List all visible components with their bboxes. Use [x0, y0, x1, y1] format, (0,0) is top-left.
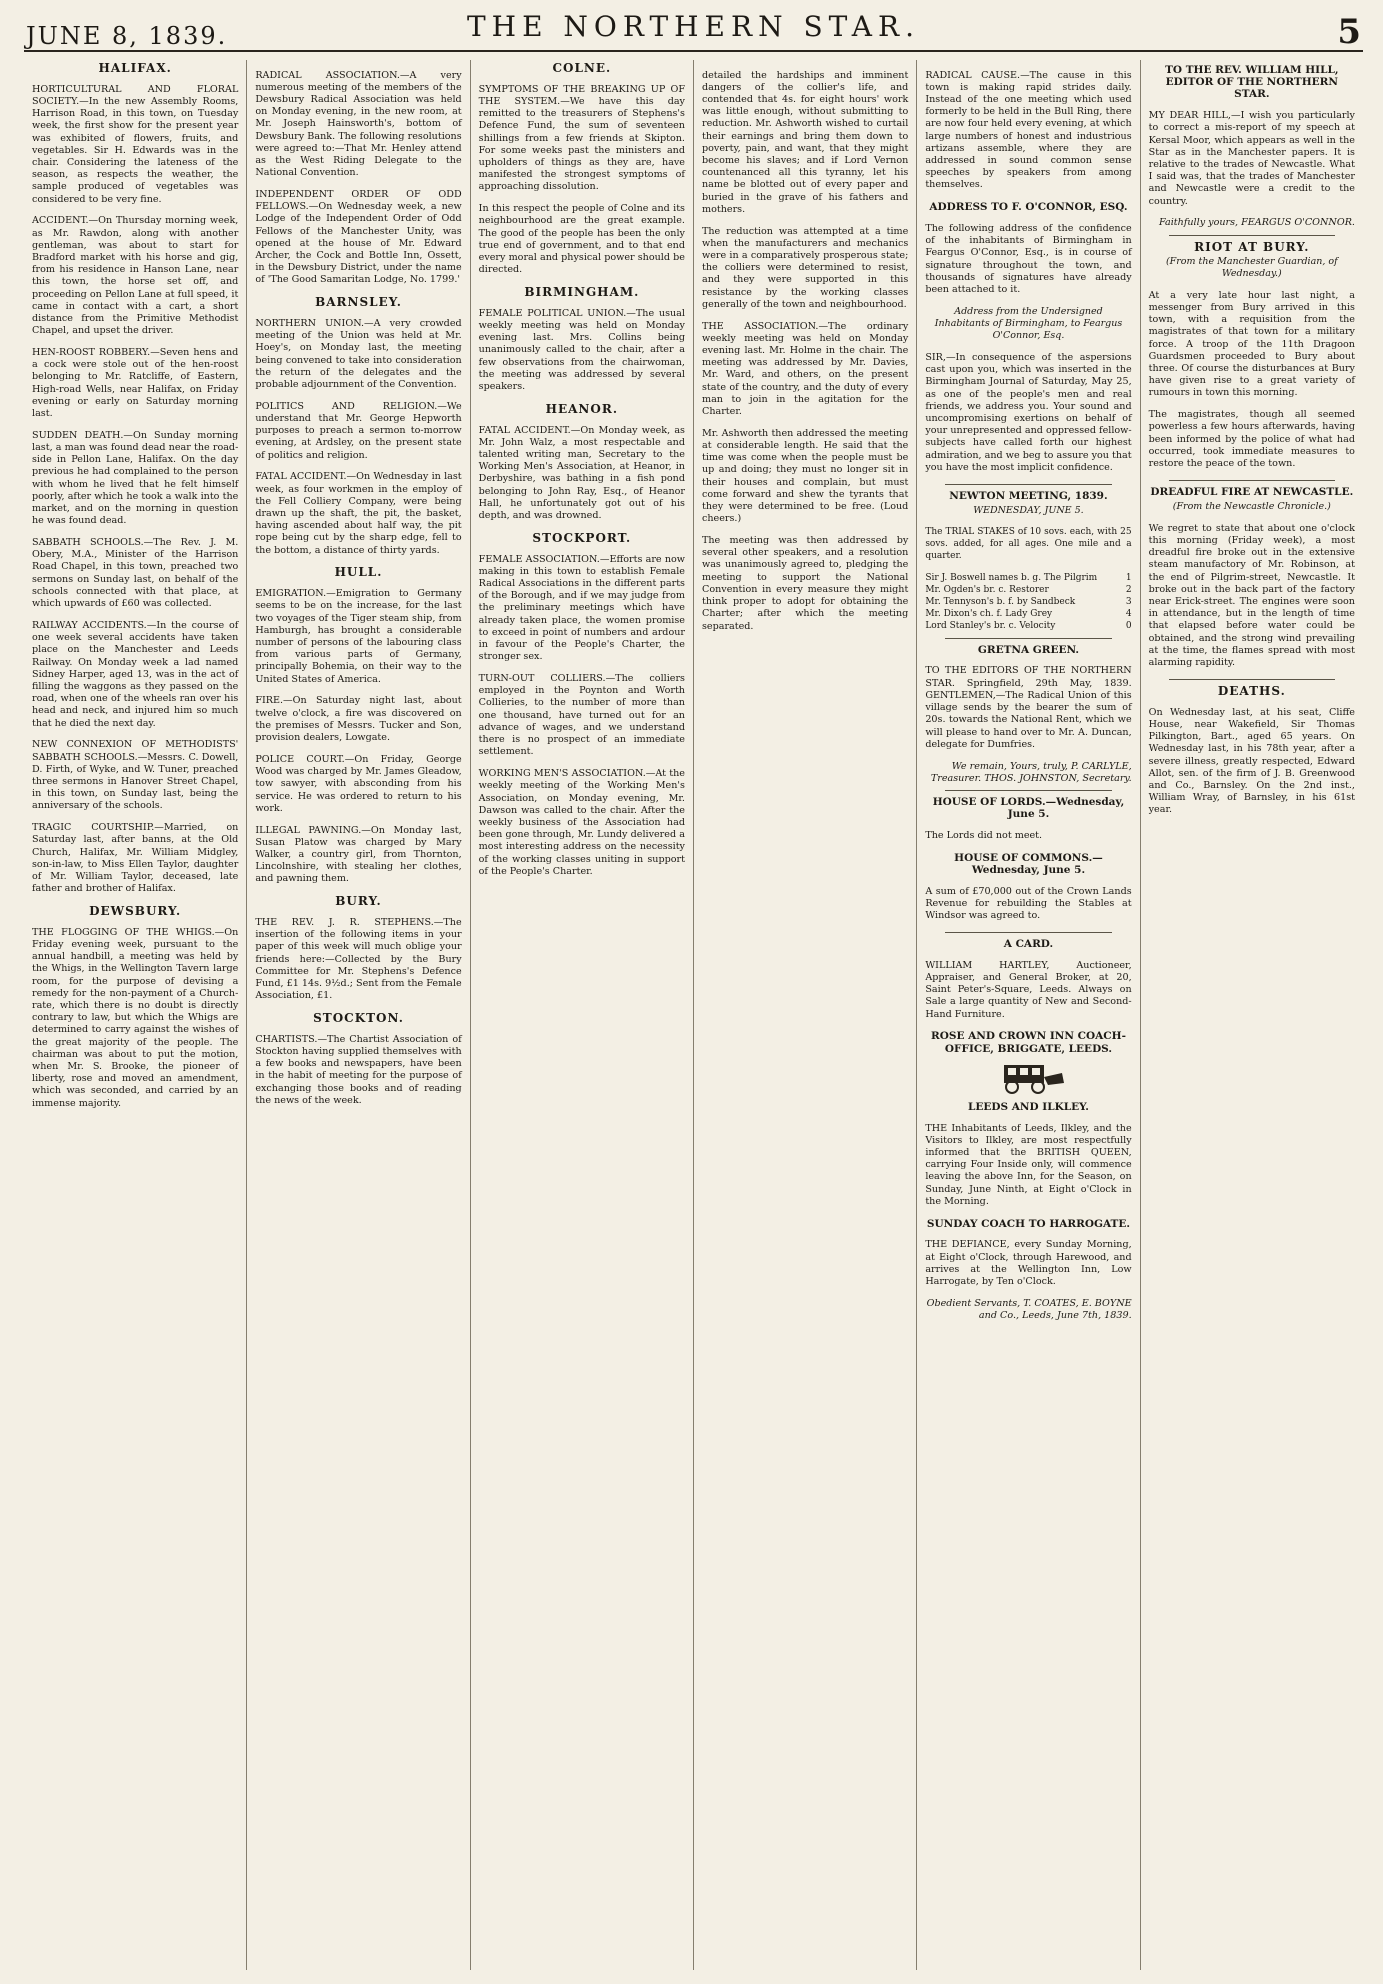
race-place: 2	[1125, 584, 1132, 595]
section-heading: GRETNA GREEN.	[977, 643, 1080, 656]
section-heading: SUNDAY COACH TO HARROGATE.	[926, 1217, 1131, 1230]
signature: Obedient Servants, T. COATES, E. BOYNE and Co., Leeds, June 7th, 1839.	[926, 1297, 1132, 1321]
section-heading: TO THE REV. WILLIAM HILL, EDITOR OF THE NORTHERN STAR.	[1165, 64, 1339, 101]
column-4	[694, 60, 917, 1970]
section-heading: HULL.	[334, 565, 383, 580]
section-heading: HOUSE OF LORDS.—Wednesday, June 5.	[932, 795, 1125, 821]
section-heading: DEWSBURY.	[89, 903, 182, 918]
race-place: 3	[1125, 597, 1132, 608]
article: ACCIDENT.—On Thursday morning week, as Mr. Rawdon, along with another gentleman, was about to start for Bradford market with his horse and gig, from his residence in Hanson Lane, near this town, the horse set off, and proceeding on Pellon Lane at full speed, it came in contact with a cart, a short distance from the Primitive Methodist Chapel, and upset the driver.	[32, 215, 239, 337]
article: FATAL ACCIDENT.—On Wednesday in last week, as four workmen in the employ of the Fell Colliery Company, were being drawn up the shaft, the pit, the basket, having ascended about half way, the pit rope being cut by the sharp edge, fell to the bottom, a distance of thirty yards.	[255, 471, 462, 556]
article: CHARTISTS.—The Chartist Association of Stockton having supplied themselves with a few books and newspapers, have been in the habit of meeting for the purpose of exchanging those books and of reading the news of the week.	[255, 1033, 462, 1106]
divider	[1169, 480, 1335, 481]
section-heading: HALIFAX.	[98, 61, 172, 75]
column-5	[917, 60, 1140, 1970]
section-heading: ROSE AND CROWN INN COACH-OFFICE, BRIGGATE, LEEDS.	[931, 1030, 1126, 1055]
race-entry	[925, 608, 1131, 620]
subheading: (From the Newcastle Chronicle.)	[1172, 501, 1331, 513]
section-heading: ADDRESS TO F. O'CONNOR, ESQ.	[929, 201, 1128, 214]
article: POLICE COURT.—On Friday, George Wood was charged by Mr. James Gleadow, tow sawyer, with absconding from his service. He was ordered to return to his work.	[255, 753, 462, 814]
article: WORKING MEN'S ASSOCIATION.—At the weekly meeting of the Working Men's Association, on Monday evening, Mr. Dawson was called to the chair. After the weekly business of the Association had been gone through, Mr. Lundy delivered a most interesting address on the necessity of the working classes uniting in support of the People's Charter.	[478, 768, 685, 877]
subheading: (From the Manchester Guardian, of Wednesday.)	[1165, 255, 1338, 280]
column-3	[471, 60, 694, 1970]
article: The Lords did not meet.	[925, 829, 1043, 841]
article: TO THE EDITORS OF THE NORTHERN STAR. Springfield, 29th May, 1839. GENTLEMEN,—The Radical Union of this village sends by the bearer the sum of 20s. towards the National Rent, which we will please to hand over to Mr. A. Duncan, delegate for Dumfries.	[925, 665, 1132, 750]
divider	[945, 484, 1111, 485]
article: FATAL ACCIDENT.—On Monday week, as Mr. John Walz, a most respectable and talented writing man, Secretary to the Working Men's Association, at Heanor, in Derbyshire, was bathing in a fish pond belonging to John Ray, Esq., of Heanor Hall, he unfortunately got out of his depth, and was drowned.	[478, 424, 685, 522]
section-heading: STOCKTON.	[313, 1010, 404, 1025]
section-heading: RIOT AT BURY.	[1194, 239, 1310, 254]
columns	[24, 60, 1363, 1970]
race-place: 1	[1125, 572, 1132, 583]
article: We regret to state that about one o'clock this morning (Friday week), a most dreadful fire broke out in the extensive steam manufactory of Mr. Robinson, at the end of Pilgrim-street, Newcastle. It broke out in the back part of the factory near Erick-street. The engines were soon in attendance, but in the length of time that elapsed before water could be obtained, and the strong wind prevailing at the time, the flames spread with most alarming rapidity.	[1148, 522, 1355, 669]
article: detailed the hardships and imminent dangers of the collier's life, and contended that 4s. for eight hours' work was little enough, without submitting to reduction. Mr. Ashworth wished to curtail their earnings and bring them down to poverty, pain, and want, that they might become his slaves; and if Lord Vernon countenanced all this tyranny, let his name be blotted out of every paper and buried in the grave of his fathers and mothers.	[701, 69, 909, 215]
section-heading: COLNE.	[552, 61, 612, 75]
article: RADICAL ASSOCIATION.—A very numerous meeting of the members of the Dewsbury Radical Association was held on Monday evening, in the new room, at Mr. Joseph Hainsworth's, bottom of Dewsbury Bank. The following resolutions were agreed to:—That Mr. Henley attend as the West Riding Delegate to the National Convention.	[255, 69, 462, 179]
divider	[1169, 235, 1335, 236]
divider	[1169, 679, 1335, 680]
article: ILLEGAL PAWNING.—On Monday last, Susan Platow was charged by Mary Walker, a country girl, from Thornton, Lincolnshire, with stealing her clothes, and pawning them.	[255, 824, 462, 885]
race-entry	[925, 596, 1131, 608]
article: HORTICULTURAL AND FLORAL SOCIETY.—In the new Assembly Rooms, Harrison Road, in this town, on Tuesday week, the first show for the present year was exhibited of flowers, fruits, and vegetables. Sir H. Edwards was in the chair. Considering the lateness of the season, as respects the weather, the sample produced of vegetables was considered to be very fine.	[32, 83, 239, 205]
divider	[945, 790, 1111, 791]
article: On Wednesday last, at his seat, Cliffe House, near Wakefield, Sir Thomas Pilkington, Bart., aged 65 years. On Wednesday last, in his 78th year, after a severe illness, greatly respected, Edward Allot, sen. of the firm of J. B. Greenwood and Co., Barnsley. On the 2nd inst., William Wray, of Barnsley, in his 61st year.	[1148, 706, 1355, 816]
section-heading: HOUSE OF COMMONS.—Wednesday, June 5.	[954, 851, 1103, 876]
article: EMIGRATION.—Emigration to Germany seems to be on the increase, for the last two voyages of the Tiger steam ship, from Hamburgh, has brought a considerable number of persons of the labouring class from various parts of Germany, principally Bohemia, on their way to the United States of America.	[255, 588, 462, 685]
article: POLITICS AND RELIGION.—We understand that Mr. George Hepworth purposes to preach a sermon to-morrow evening, at Ardsley, on the present state of politics and religion.	[255, 400, 462, 461]
race-horse: Lord Stanley's br. c. Velocity	[925, 621, 1056, 632]
divider	[945, 638, 1111, 639]
article: FEMALE ASSOCIATION.—Efforts are now making in this town to establish Female Radical Associations in the different parts of the Borough, and if we may judge from the preliminary meetings which have already taken place, the women promise to exceed in point of numbers and ardour in favour of the People's Charter, the stronger sex.	[478, 553, 685, 663]
article: TRAGIC COURTSHIP.—Married, on Saturday last, after banns, at the Old Church, Halifax, Mr. William Midgley, son-in-law, to Miss Ellen Taylor, daughter of Mr. William Taylor, deceased, late father and brother of Halifax.	[32, 822, 239, 895]
article: WILLIAM HARTLEY, Auctioneer, Appraiser, and General Broker, at 20, Saint Peter's-Square, Leeds. Always on Sale a large quantity of New and Second-Hand Furniture.	[925, 959, 1132, 1020]
signature: Faithfully yours, FEARGUS O'CONNOR.	[1159, 217, 1355, 229]
article: THE FLOGGING OF THE WHIGS.—On Friday evening week, pursuant to the annual handbill, a meeting was held by the Whigs, in the Wellington Tavern large room, for the purpose of devising a remedy for the non-payment of a Church-rate, which there is no doubt is directly contrary to law, but which the Whigs are determined to carry against the wishes of the great majority of the people. The chairman was about to put the motion, when Mr. S. Brooke, the pioneer of liberty, rose and moved an amendment, which was seconded, and carried by an immense majority.	[32, 926, 239, 1109]
article: SUDDEN DEATH.—On Sunday morning last, a man was found dead near the road-side in Pellon Lane, Halifax. On the day previous he had complained to the person with whom he lived that he felt himself poorly, after which he took a walk into the market, and on the morning in question he was found dead.	[32, 429, 239, 527]
signature: We remain, Yours, truly, P. CARLYLE, Treasurer. THOS. JOHNSTON, Secretary.	[930, 760, 1132, 784]
race-results	[925, 572, 1131, 633]
masthead	[24, 6, 1363, 52]
divider	[945, 932, 1111, 933]
section-heading: DEATHS.	[1217, 683, 1286, 698]
article: NORTHERN UNION.—A very crowded meeting of the Union was held at Mr. Hoey's, on Monday last, the meeting being convened to take into consideration the return of the delegates and the probable adjournment of the Convention.	[255, 318, 462, 391]
column-1	[24, 60, 247, 1970]
section-heading: BURY.	[335, 894, 382, 909]
column-6	[1141, 60, 1363, 1970]
article: TURN-OUT COLLIERS.—The colliers employed in the Poynton and Worth Collieries, to the number of more than one thousand, have turned out for an advance of wages, and we understand there is no prospect of an immediate settlement.	[478, 673, 685, 758]
race-intro: The TRIAL STAKES of 10 sovs. each, with 25 sovs. added, for all ages. One mile and a quarter.	[925, 527, 1132, 562]
race-horse: Mr. Tennyson's b. f. by Sandbeck	[925, 597, 1076, 608]
article: At a very late hour last night, a messenger from Bury arrived in this town, with a requisition from the magistrates of that town for a military force. A troop of the 11th Dragoon Guardsmen proceeded to Bury about three. Of course the disturbances at Bury have given rise to a great variety of rumours in town this morning.	[1148, 289, 1355, 399]
article: NEW CONNEXION OF METHODISTS' SABBATH SCHOOLS.—Messrs. C. Dowell, D. Firth, of Wyke, and W. Tuner, preached three sermons in Hanover Street Chapel, in this town, on Sunday last, being the anniversary of the schools.	[32, 739, 239, 812]
section-heading: BARNSLEY.	[315, 295, 402, 310]
article: Mr. Ashworth then addressed the meeting at considerable length. He said that the time was come when the people must be up and doing; they must no longer sit in their houses and complain, but must come forward and shew the tyrants that they were determined to be free. (Loud cheers.)	[701, 427, 909, 525]
article: A sum of £70,000 out of the Crown Lands Revenue for rebuilding the Stables at Windsor was agreed to.	[925, 885, 1132, 922]
section-heading: BIRMINGHAM.	[524, 285, 640, 300]
page-number: 5	[1337, 12, 1361, 52]
race-horse: Mr. Dixon's ch. f. Lady Grey	[925, 609, 1053, 620]
article: In this respect the people of Colne and its neighbourhood are the great example. The good of the people has been the only true end of government, and to that end every moral and physical power should be directed.	[478, 203, 685, 276]
race-entry	[925, 620, 1131, 632]
article: The magistrates, though all seemed powerless a few hours afterwards, having been informed by the police of what had occurred, took immediate measures to restore the peace of the town.	[1148, 409, 1355, 470]
article: SIR,—In consequence of the aspersions cast upon you, which was inserted in the Birmingham Journal of Saturday, May 25, as one of the people's men and real friends, we address you. Your sound and uncompromising exertions on behalf of your unrepresented and oppressed fellow-subjects have called forth our highest admiration, and we beg to assure you that you have the most implicit confidence.	[925, 352, 1132, 473]
article: RAILWAY ACCIDENTS.—In the course of one week several accidents have taken place on the Manchester and Leeds Railway. On Monday week a lad named Sidney Harper, aged 13, was in the act of filling the waggons as they passed on the road, when one of the wheels ran over his head and neck, and injured him so much that he died the next day.	[32, 619, 239, 729]
paper-title: THE NORTHERN STAR.	[466, 10, 921, 43]
race-entry	[925, 584, 1131, 596]
race-horse: Sir J. Boswell names b. g. The Pilgrim	[925, 572, 1098, 583]
article: The reduction was attempted at a time when the manufacturers and mechanics were in a comparatively prosperous state; the colliers were determined to resist, and they were supported in this resistance by the working classes generally of the town and neighbourhood.	[701, 225, 909, 310]
section-heading: DREADFUL FIRE AT NEWCASTLE.	[1150, 485, 1354, 498]
section-heading: A CARD.	[1003, 937, 1054, 950]
race-horse: Mr. Ogden's br. c. Restorer	[925, 584, 1049, 595]
article: RADICAL CAUSE.—The cause in this town is making rapid strides daily. Instead of the one meeting which used formerly to be held in the Bull Ring, there are now four held every evening, at which large numbers of honest and industrious artizans assemble, where they are addressed in sound common sense speeches by speakers from among themselves.	[925, 69, 1132, 191]
article: FIRE.—On Saturday night last, about twelve o'clock, a fire was discovered on the premises of Messrs. Tucker and Son, provision dealers, Lowgate.	[255, 695, 462, 744]
column-2	[247, 60, 470, 1970]
article: FEMALE POLITICAL UNION.—The usual weekly meeting was held on Monday evening last. Mrs. Collins being unanimously called to the chair, after a few observations from the chairwoman, the meeting was addressed by several speakers.	[478, 307, 685, 393]
section-heading: HEANOR.	[545, 401, 618, 416]
article: THE DEFIANCE, every Sunday Morning, at Eight o'Clock, through Harewood, and arrives at the Wellington Inn, Low Harrogate, by Ten o'Clock.	[925, 1239, 1132, 1287]
article: THE ASSOCIATION.—The ordinary weekly meeting was held on Monday evening last. Mr. Holme in the chair. The meeting was addressed by Mr. Davies, Mr. Ward, and others, on the present state of the country, and the duty of every man to join in the agitation for the Charter.	[701, 320, 909, 418]
article: The meeting was then addressed by several other speakers, and a resolution was unanimously agreed to, pledging the meeting to support the National Convention in every measure they might think proper to adopt for obtaining the Charter; after which the meeting separated.	[701, 535, 909, 632]
article: SYMPTOMS OF THE BREAKING UP OF THE SYSTEM.—We have this day remitted to the treasurers of Stephens's Defence Fund, the sum of seventeen shillings from a few friends at Skipton. For some weeks past the ministers and upholders of things as they are, have manifested the strongest symptoms of approaching dissolution.	[478, 83, 685, 193]
race-place: 0	[1125, 621, 1132, 632]
section-heading: NEWTON MEETING, 1839.	[949, 489, 1108, 502]
section-heading: STOCKPORT.	[532, 530, 632, 545]
section-heading: LEEDS AND ILKLEY.	[968, 1100, 1089, 1113]
article: MY DEAR HILL,—I wish you particularly to correct a mis-report of my speech at Kersal Moor, which appears as well in the Star as in the Manchester papers. It is relative to the trades of Newcastle. What I said was, that the trades of Manchester and Newcastle were a credit to the country.	[1148, 110, 1355, 207]
race-entry	[925, 572, 1131, 584]
article: The following address of the confidence of the inhabitants of Birmingham in Feargus O'Connor, Esq., is in course of signature throughout the town, and thousands of signatures have already been attached to it.	[925, 223, 1132, 296]
race-place: 4	[1125, 609, 1132, 620]
article: HEN-ROOST ROBBERY.—Seven hens and a cock were stole out of the hen-roost belonging to Mr. Ratcliffe, of Eastern, High-road Wells, near Halifax, on Friday evening or early on Saturday morning last.	[32, 347, 239, 420]
coach-icon	[988, 1059, 1068, 1097]
article: SABBATH SCHOOLS.—The Rev. J. M. Obery, M.A., Minister of the Harrison Road Chapel, in this town, preached two sermons on Sunday last, on behalf of the schools connected with that place, at which upwards of £60 was collected.	[32, 537, 239, 610]
article: THE Inhabitants of Leeds, Ilkley, and the Visitors to Ilkley, are most respectfully informed that the BRITISH QUEEN, carrying Four Inside only, will commence leaving the above Inn, for the Season, on Sunday, June Ninth, at Eight o'Clock in the Morning.	[925, 1122, 1132, 1207]
article: THE REV. J. R. STEPHENS.—The insertion of the following items in your paper of this week will much oblige your friends here:—Collected by the Bury Committee for Mr. Stephens's Defence Fund, £1 14s. 9½d.; Sent from the Female Association, £1.	[255, 916, 462, 1002]
issue-date: JUNE 8, 1839.	[26, 22, 228, 50]
subheading: Address from the Undersigned Inhabitants of Birmingham, to Feargus O'Connor, Esq.	[934, 305, 1123, 342]
article: INDEPENDENT ORDER OF ODD FELLOWS.—On Wednesday week, a new Lodge of the Independent Order of Odd Fellows of the Manchester Unity, was opened at the house of Mr. Edward Archer, the Cock and Bottle Inn, Ossett, in the Dewsbury District, under the name of 'The Good Samaritan Lodge, No. 1799.'	[255, 189, 462, 286]
subheading: WEDNESDAY, JUNE 5.	[973, 504, 1084, 516]
